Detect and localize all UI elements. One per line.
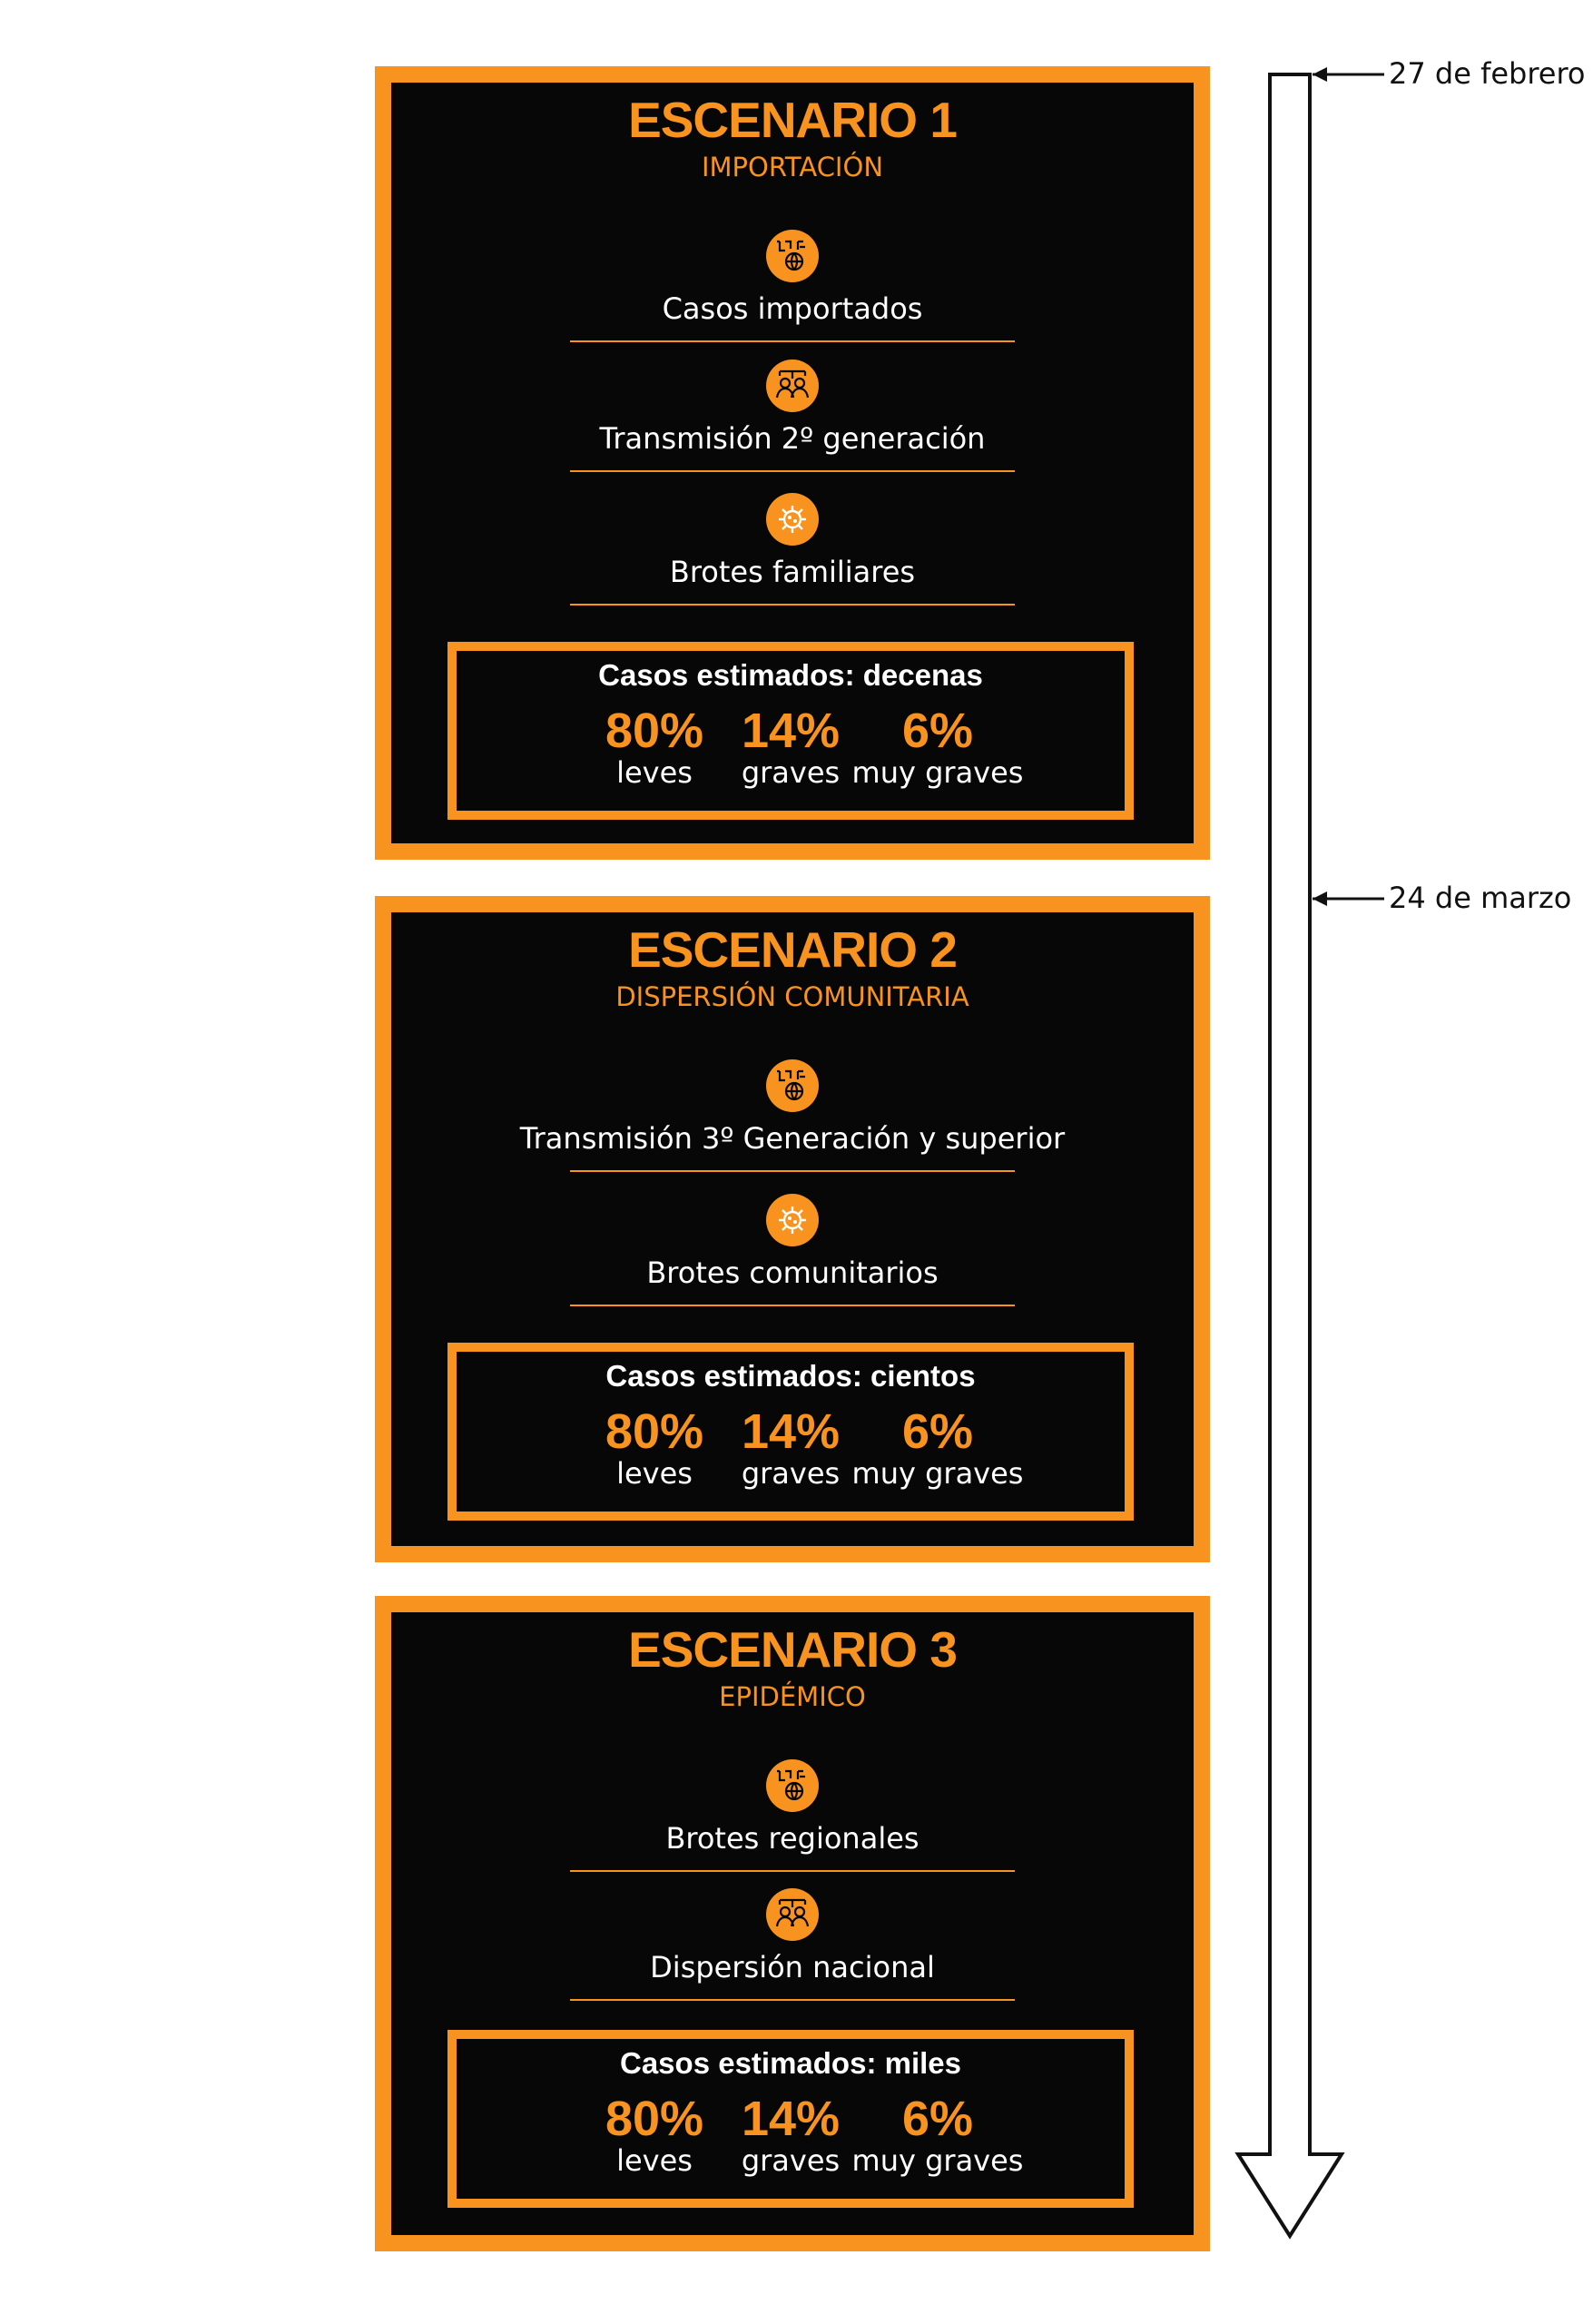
scenario-3-card: [375, 1596, 1210, 2251]
divider: [570, 470, 1015, 472]
stat-label: muy graves: [851, 755, 1024, 790]
scenario-2-item-third-generation: [391, 1059, 1194, 1177]
divider: [570, 1999, 1015, 2001]
cases-title: Casos estimados: miles: [620, 2046, 961, 2080]
stat-very-severe: [847, 2093, 1028, 2177]
divider: [570, 604, 1015, 606]
marker-arrowhead-1: [1313, 67, 1327, 82]
scenario-3-title: ESCENARIO 3: [628, 1621, 957, 1678]
stat-label: graves: [741, 755, 841, 790]
stat-label: muy graves: [851, 1456, 1024, 1491]
stat-label: muy graves: [851, 2143, 1024, 2178]
scenario-1-panel: [391, 83, 1194, 843]
stat-value: 6%: [901, 1404, 974, 1459]
scenario-2-panel: [391, 912, 1194, 1546]
scenario-2-card: [375, 896, 1210, 1562]
scenario-2-item-label: Transmisión 3º Generación y superior: [519, 1121, 1066, 1156]
cases-title: Casos estimados: decenas: [598, 658, 983, 692]
timeline-marker-feb-27: 27 de febrero: [1389, 56, 1586, 91]
scenario-3-panel: [391, 1612, 1194, 2235]
scenario-1-subtitle: IMPORTACIÓN: [701, 152, 884, 182]
stat-label: leves: [616, 2143, 693, 2178]
scenario-3-item-label: Dispersión nacional: [650, 1950, 935, 1984]
scenario-3-item-national-dispersion: [391, 1888, 1194, 2006]
scenario-2-item-community-outbreaks: [391, 1194, 1194, 1312]
scenario-1-card: [375, 66, 1210, 860]
stat-value: 80%: [605, 2092, 704, 2146]
scenario-1-estimated-cases-box: [447, 642, 1134, 820]
divider: [570, 340, 1015, 342]
scenario-1-title: ESCENARIO 1: [628, 92, 957, 148]
stat-value: 14%: [741, 2092, 841, 2146]
scenario-2-title: ESCENARIO 2: [628, 921, 957, 978]
divider: [570, 1305, 1015, 1306]
scenario-1-item-second-generation: [391, 359, 1194, 478]
timeline-marker-mar-24: 24 de marzo: [1389, 881, 1572, 915]
virus-icon: [766, 493, 819, 546]
timeline-arrow-shape: [1238, 74, 1342, 2236]
stat-label: graves: [741, 2143, 841, 2178]
scenario-3-subtitle: EPIDÉMICO: [719, 1681, 866, 1712]
stat-value: 80%: [605, 1404, 704, 1459]
stat-value: 14%: [741, 1404, 841, 1459]
stat-value: 6%: [901, 704, 974, 758]
scenario-1-item-imported-cases: [391, 230, 1194, 348]
stat-label: leves: [616, 755, 693, 790]
stat-very-severe: [847, 1406, 1028, 1490]
marker-arrowhead-2: [1313, 891, 1327, 906]
scenario-1-item-label: Transmisión 2º generación: [599, 421, 986, 456]
globe-network-icon: [766, 230, 819, 282]
stat-value: 14%: [741, 704, 841, 758]
stat-value: 80%: [605, 704, 704, 758]
divider: [570, 1870, 1015, 1872]
people-transmission-icon: [766, 359, 819, 412]
scenario-2-item-label: Brotes comunitarios: [646, 1256, 939, 1290]
scenario-3-estimated-cases-box: [447, 2030, 1134, 2208]
globe-network-icon: [766, 1759, 819, 1812]
scenario-1-item-label: Casos importados: [662, 291, 923, 326]
cases-title: Casos estimados: cientos: [605, 1359, 976, 1393]
stat-very-severe: [847, 705, 1028, 789]
scenario-1-item-family-outbreaks: [391, 493, 1194, 611]
divider: [570, 1170, 1015, 1172]
virus-icon: [766, 1194, 819, 1246]
scenario-3-item-regional-outbreaks: [391, 1759, 1194, 1877]
scenario-2-estimated-cases-box: [447, 1343, 1134, 1521]
stat-value: 6%: [901, 2092, 974, 2146]
people-transmission-icon: [766, 1888, 819, 1941]
scenario-1-item-label: Brotes familiares: [669, 555, 916, 589]
globe-network-icon: [766, 1059, 819, 1112]
stat-label: leves: [616, 1456, 693, 1491]
stat-label: graves: [741, 1456, 841, 1491]
scenario-2-subtitle: DISPERSIÓN COMUNITARIA: [615, 981, 969, 1012]
scenario-3-item-label: Brotes regionales: [665, 1821, 919, 1856]
